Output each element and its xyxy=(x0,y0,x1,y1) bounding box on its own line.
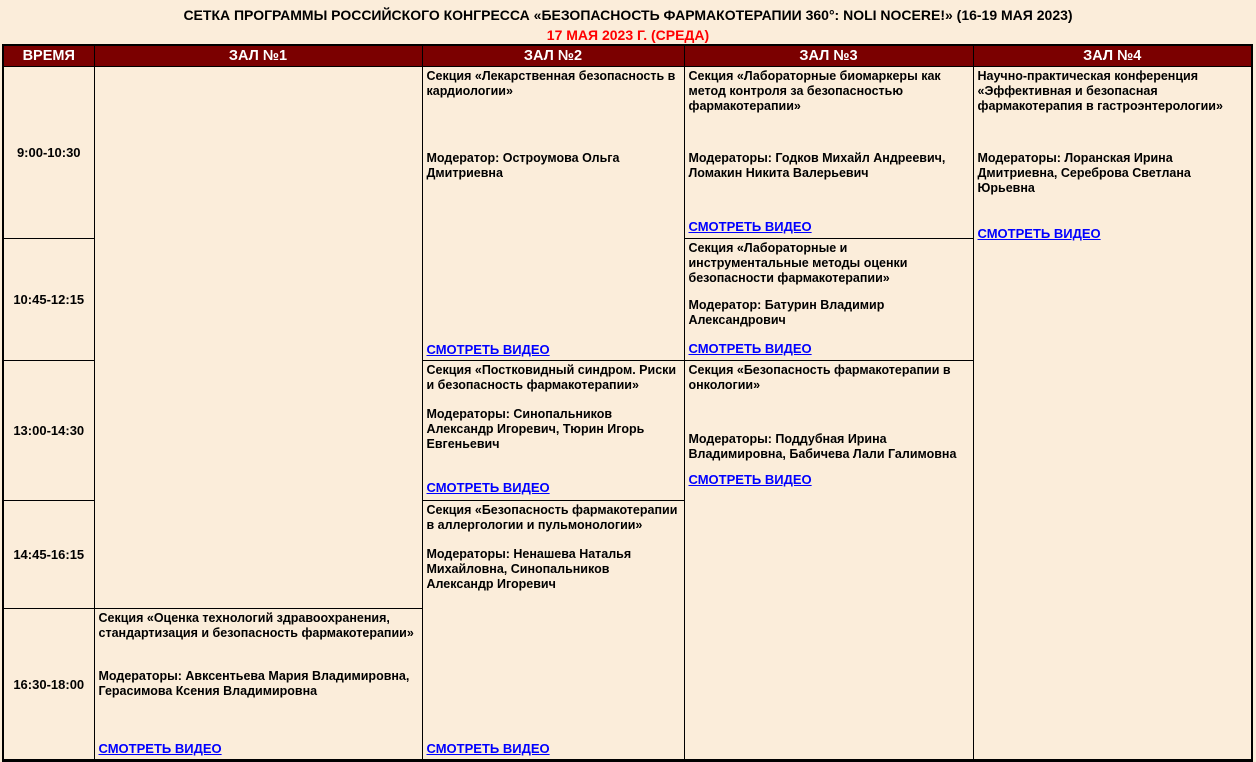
column-header-hall4: ЗАЛ №4 xyxy=(973,45,1252,67)
session-moderators: Модераторы: Поддубная Ирина Владимировна, Бабичева Лали Галимовна xyxy=(688,432,957,461)
table-header-row xyxy=(3,45,1252,67)
session-cell-hall4-conference xyxy=(973,67,1252,761)
session-cell-hall2-afternoon xyxy=(422,361,684,501)
column-header-hall3: ЗАЛ №3 xyxy=(684,45,973,67)
session-title: Секция «Постковидный синдром. Риски и безопасность фармакотерапии» xyxy=(426,363,677,392)
session-moderators: Модераторы: Синопальников Александр Игоревич, Тюрин Игорь Евгеньевич xyxy=(426,407,645,451)
session-moderators: Модераторы: Годков Михайл Андреевич, Ломакин Никита Валерьевич xyxy=(688,151,946,180)
session-title: Секция «Безопасность фармакотерапии в аллергологии и пульмонологии» xyxy=(426,503,678,532)
time-slot-4: 14:45-16:15 xyxy=(3,501,94,609)
session-title: Секция «Лекарственная безопасность в кардиологии» xyxy=(426,69,676,98)
session-moderators: Модераторы: Авксентьева Мария Владимировна, Герасимова Ксения Владимировна xyxy=(98,669,410,698)
session-cell-hall2-morning xyxy=(422,67,684,361)
page-title: СЕТКА ПРОГРАММЫ РОССИЙСКОГО КОНГРЕССА «БЕЗОПАСНОСТЬ ФАРМАКОТЕРАПИИ 360°: NOLI NOCERE!» (16-19 МАЯ 2023) xyxy=(183,7,1073,23)
watch-video-link[interactable]: СМОТРЕТЬ ВИДЕО xyxy=(688,472,812,487)
watch-video-link[interactable]: СМОТРЕТЬ ВИДЕО xyxy=(977,226,1101,241)
time-slot-2: 10:45-12:15 xyxy=(3,239,94,361)
session-title: Секция «Безопасность фармакотерапии в онкологии» xyxy=(688,363,951,392)
session-moderators: Модератор: Батурин Владимир Александрович xyxy=(688,298,885,327)
watch-video-link[interactable]: СМОТРЕТЬ ВИДЕО xyxy=(688,341,812,356)
column-header-time: ВРЕМЯ xyxy=(3,45,94,67)
session-cell-hall2-late xyxy=(422,501,684,761)
time-slot-5: 16:30-18:00 xyxy=(3,609,94,761)
watch-video-link[interactable]: СМОТРЕТЬ ВИДЕО xyxy=(426,741,550,756)
watch-video-link[interactable]: СМОТРЕТЬ ВИДЕО xyxy=(426,342,550,357)
page-date: 17 МАЯ 2023 Г. (СРЕДА) xyxy=(546,27,710,43)
session-moderators: Модераторы: Лоранская Ирина Дмитриевна, Сереброва Светлана Юрьевна xyxy=(977,151,1191,195)
session-cell-hall1-evening xyxy=(94,609,422,761)
column-header-hall1: ЗАЛ №1 xyxy=(94,45,422,67)
watch-video-link[interactable]: СМОТРЕТЬ ВИДЕО xyxy=(426,480,550,495)
session-cell-hall3-morning xyxy=(684,67,973,239)
time-slot-3: 13:00-14:30 xyxy=(3,361,94,501)
column-header-hall2: ЗАЛ №2 xyxy=(422,45,684,67)
program-grid-table xyxy=(2,44,1253,762)
session-title: Секция «Оценка технологий здравоохранения, стандартизация и безопасность фармакотерапии» xyxy=(98,611,414,640)
hall1-empty-cell xyxy=(94,67,422,609)
session-moderators: Модератор: Остроумова Ольга Дмитриевна xyxy=(426,151,620,180)
session-cell-hall3-oncology xyxy=(684,361,973,761)
session-cell-hall3-midday xyxy=(684,239,973,361)
time-slot-1: 9:00-10:30 xyxy=(3,67,94,239)
session-title: Секция «Лабораторные и инструментальные методы оценки безопасности фармакотерапии» xyxy=(688,241,908,285)
watch-video-link[interactable]: СМОТРЕТЬ ВИДЕО xyxy=(98,741,222,756)
session-moderators: Модераторы: Ненашева Наталья Михайловна, Синопальников Александр Игоревич xyxy=(426,547,632,591)
watch-video-link[interactable]: СМОТРЕТЬ ВИДЕО xyxy=(688,219,812,234)
table-row xyxy=(3,67,1252,239)
session-title: Секция «Лабораторные биомаркеры как метод контроля за безопасностью фармакотерапии» xyxy=(688,69,941,113)
session-title: Научно-практическая конференция «Эффективная и безопасная фармакотерапия в гастроэнтерологии» xyxy=(977,69,1223,113)
